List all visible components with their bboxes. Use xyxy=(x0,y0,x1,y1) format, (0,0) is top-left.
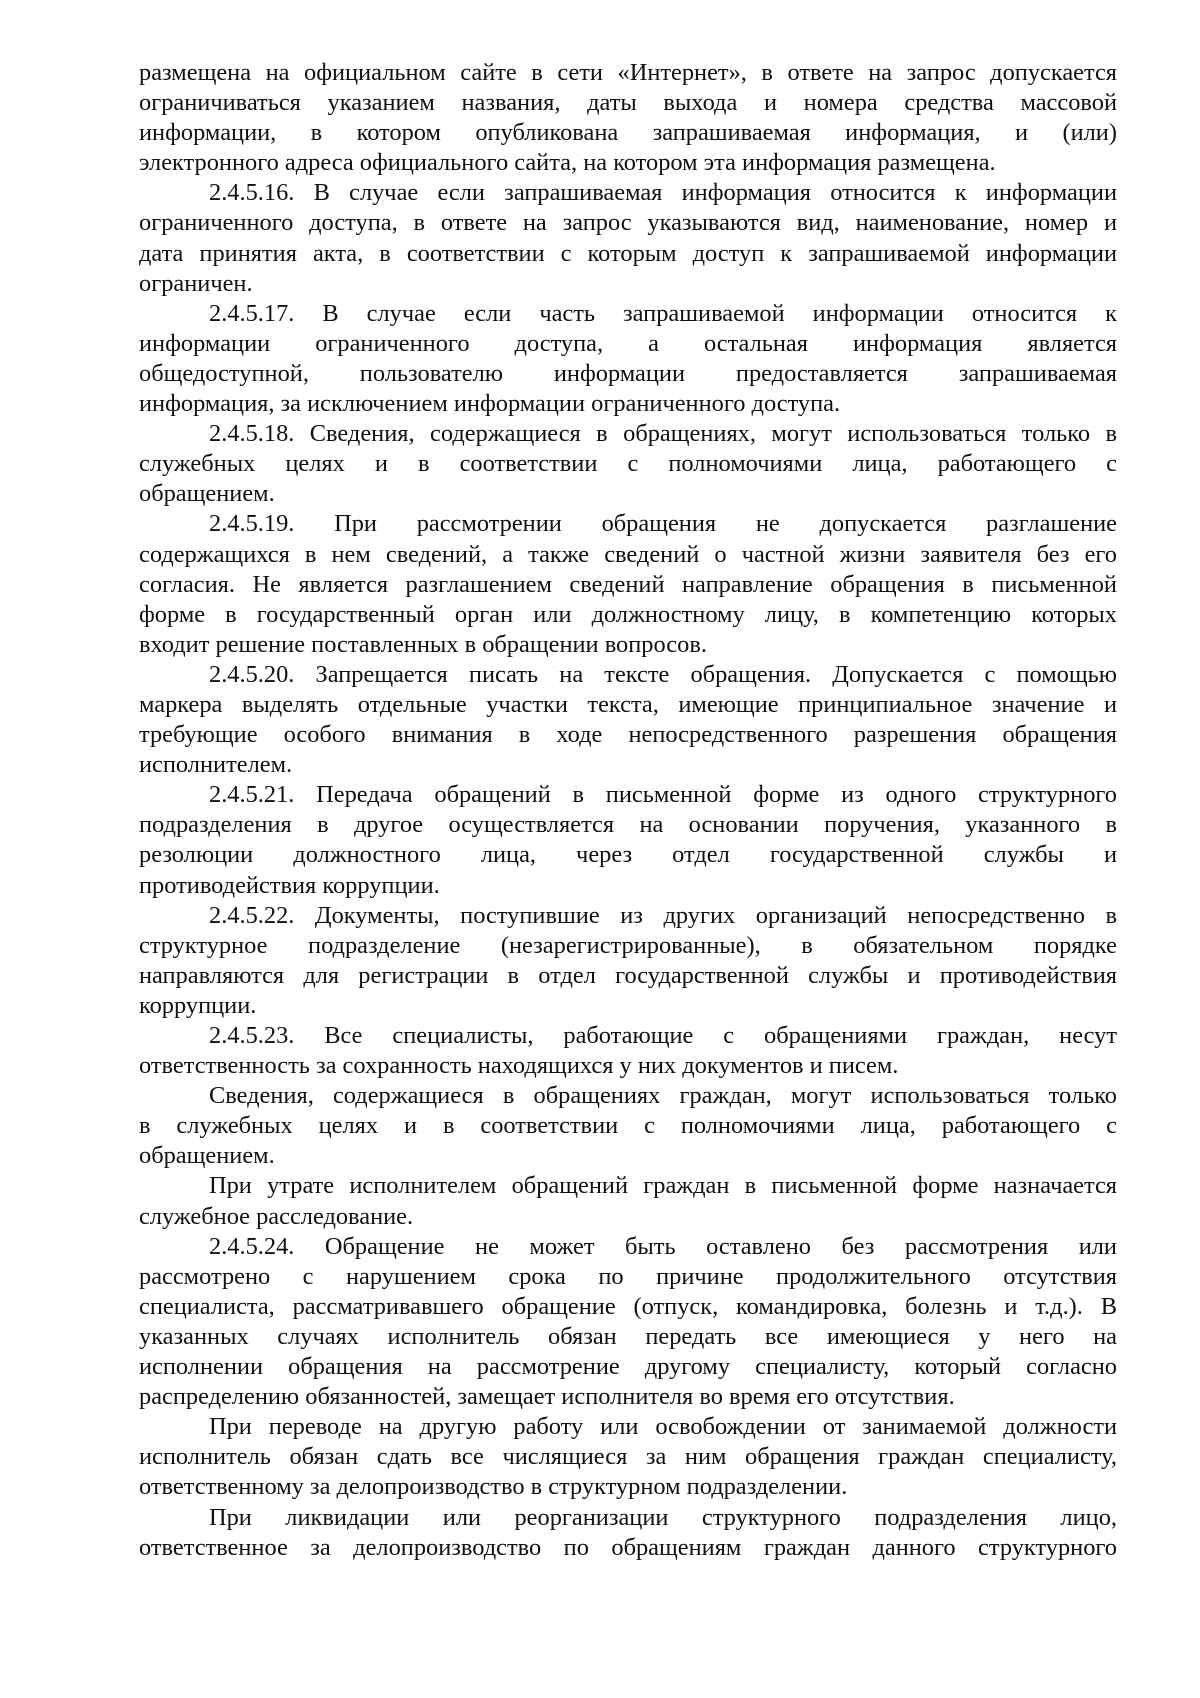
text-line: согласия. Не является разглашением сведений направление обращения в письменной xyxy=(139,570,1117,598)
text-line: размещена на официальном сайте в сети «Интернет», в ответе на запрос допускается xyxy=(139,59,1117,86)
text-line: Сведения, содержащиеся в обращениях граждан, могут использоваться только xyxy=(209,1082,1117,1110)
text-line: 2.4.5.18. Сведения, содержащиеся в обращениях, могут использоваться только в xyxy=(209,420,1117,448)
text-line: форме в государственный орган или должностному лицу, в компетенцию которых xyxy=(139,600,1117,628)
paragraph xyxy=(139,780,1117,900)
paragraph xyxy=(139,1232,1117,1413)
text-line: ограниченного доступа, в ответе на запрос указываются вид, наименование, номер и xyxy=(139,209,1117,237)
paragraph xyxy=(139,901,1117,1021)
text-line: исполнении обращения на рассмотрение другому специалисту, который согласно xyxy=(139,1353,1117,1381)
text-line: коррупции. xyxy=(139,991,257,1019)
text-line: служебное расследование. xyxy=(139,1202,414,1230)
paragraph xyxy=(139,1081,1117,1171)
text-line: исполнитель обязан сдать все числящиеся за ним обращения граждан специалисту, xyxy=(139,1443,1117,1471)
document-body-text xyxy=(139,58,1117,1563)
text-line: электронного адреса официального сайта, на котором эта информация размещена. xyxy=(139,149,996,177)
text-line: служебных целях и в соответствии с полномочиями лица, работающего с xyxy=(139,450,1117,478)
paragraph xyxy=(139,1171,1117,1231)
text-line: 2.4.5.24. Обращение не может быть оставлено без рассмотрения или xyxy=(209,1232,1117,1260)
text-line: специалиста, рассматривавшего обращение (отпуск, командировка, болезнь и т.д.). В xyxy=(139,1292,1117,1320)
text-line: ответственное за делопроизводство по обращениям граждан данного структурного xyxy=(139,1533,1117,1561)
text-line: При ликвидации или реорганизации структурного подразделения лицо, xyxy=(209,1503,1117,1531)
paragraph xyxy=(139,1021,1117,1081)
text-line: информация, за исключением информации ограниченного доступа. xyxy=(139,390,841,418)
text-line: структурное подразделение (незарегистрированные), в обязательном порядке xyxy=(139,931,1117,959)
text-line: При утрате исполнителем обращений граждан в письменной форме назначается xyxy=(209,1172,1117,1200)
text-line: содержащихся в нем сведений, а также сведений о частной жизни заявителя без его xyxy=(139,540,1117,568)
text-line: требующие особого внимания в ходе непосредственного разрешения обращения xyxy=(139,721,1117,749)
paragraph xyxy=(139,660,1117,780)
text-line: подразделения в другое осуществляется на основании поручения, указанного в xyxy=(139,811,1117,839)
text-line: 2.4.5.19. При рассмотрении обращения не допускается разглашение xyxy=(209,510,1117,538)
text-line: ответственность за сохранность находящихся у них документов и писем. xyxy=(139,1052,899,1080)
paragraph xyxy=(139,58,1117,178)
text-line: ответственному за делопроизводство в структурном подразделении. xyxy=(139,1473,848,1501)
text-line: 2.4.5.23. Все специалисты, работающие с обращениями граждан, несут xyxy=(209,1022,1117,1049)
paragraph xyxy=(139,1503,1117,1563)
text-line: рассмотрено с нарушением срока по причине продолжительного отсутствия xyxy=(139,1262,1117,1290)
text-line: резолюции должностного лица, через отдел государственной службы и xyxy=(139,841,1117,869)
text-line: 2.4.5.21. Передача обращений в письменной форме из одного структурного xyxy=(209,781,1117,809)
text-line: направляются для регистрации в отдел государственной службы и противодействия xyxy=(139,961,1117,989)
text-line: обращением. xyxy=(139,1142,275,1170)
paragraph xyxy=(139,299,1117,419)
paragraph xyxy=(139,178,1117,298)
paragraph xyxy=(139,419,1117,509)
text-line: ограничен. xyxy=(139,269,253,297)
text-line: дата принятия акта, в соответствии с которым доступ к запрашиваемой информации xyxy=(139,239,1117,267)
text-line: противодействия коррупции. xyxy=(139,871,440,899)
text-line: исполнителем. xyxy=(139,751,293,779)
text-line: маркера выделять отдельные участки текста, имеющие принципиальное значение и xyxy=(139,690,1117,718)
text-line: ограничиваться указанием названия, даты выхода и номера средства массовой xyxy=(139,89,1117,117)
text-line: 2.4.5.17. В случае если часть запрашиваемой информации относится к xyxy=(209,299,1117,327)
text-line: в служебных целях и в соответствии с полномочиями лица, работающего с xyxy=(139,1112,1117,1140)
text-line: При переводе на другую работу или освобождении от занимаемой должности xyxy=(209,1413,1117,1441)
text-line: 2.4.5.20. Запрещается писать на тексте обращения. Допускается с помощью xyxy=(209,660,1117,688)
text-line: 2.4.5.16. В случае если запрашиваемая информация относится к информации xyxy=(209,179,1117,207)
paragraph xyxy=(139,509,1117,659)
text-line: информации ограниченного доступа, а остальная информация является xyxy=(139,329,1117,357)
text-line: информации, в котором опубликована запрашиваемая информация, и (или) xyxy=(139,119,1117,147)
text-line: общедоступной, пользователю информации предоставляется запрашиваемая xyxy=(139,359,1117,387)
text-line: указанных случаях исполнитель обязан передать все имеющиеся у него на xyxy=(139,1322,1117,1350)
text-line: 2.4.5.22. Документы, поступившие из других организаций непосредственно в xyxy=(209,901,1117,929)
paragraph xyxy=(139,1412,1117,1502)
text-line: обращением. xyxy=(139,480,275,508)
text-line: входит решение поставленных в обращении вопросов. xyxy=(139,630,707,658)
text-line: распределению обязанностей, замещает исполнителя во время его отсутствия. xyxy=(139,1383,955,1411)
